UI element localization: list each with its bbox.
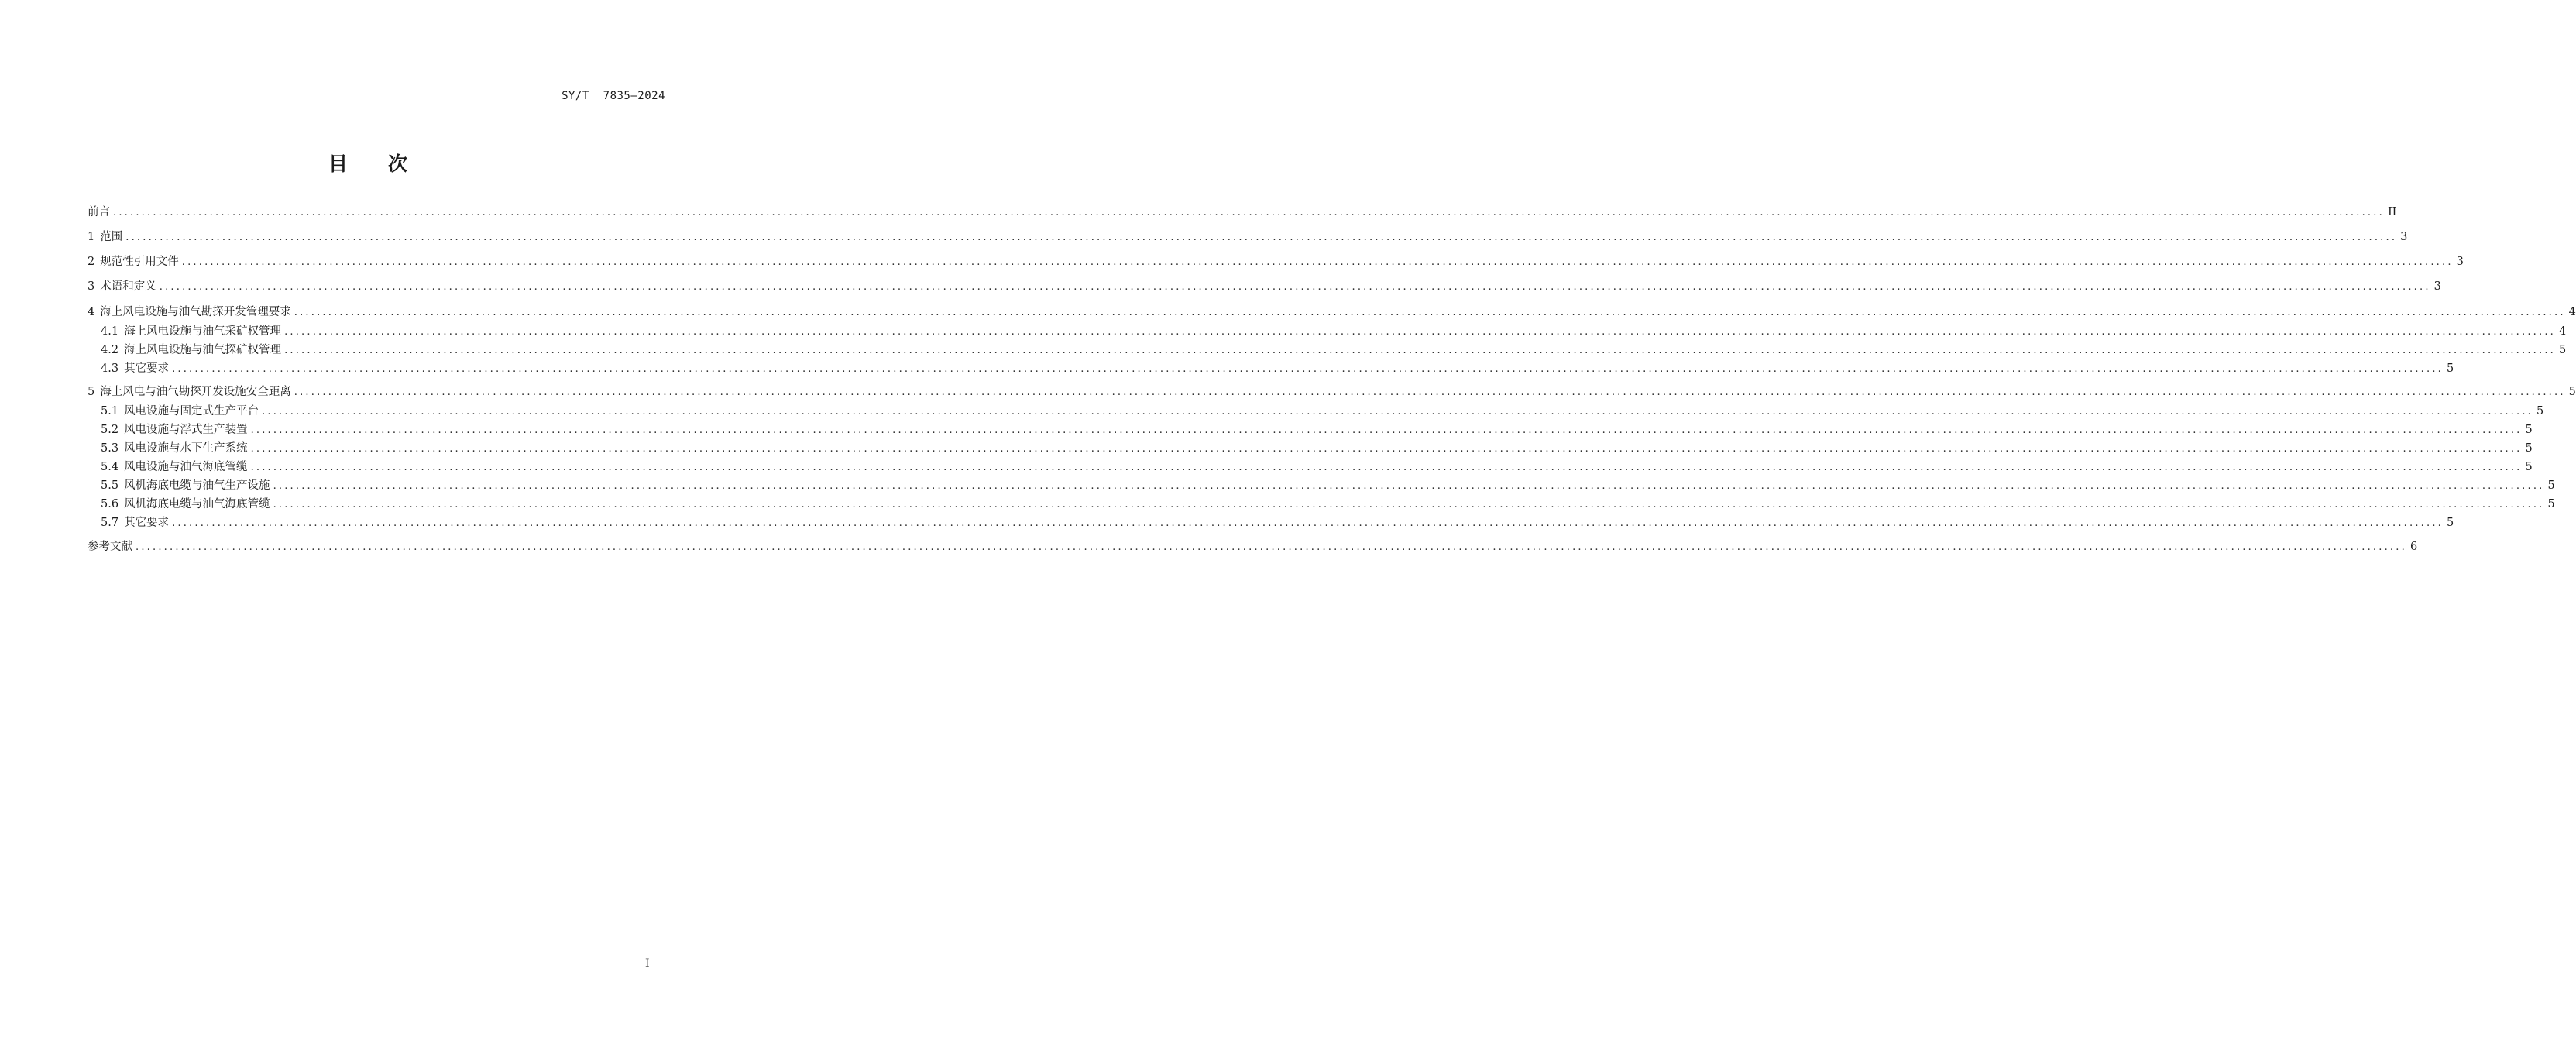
toc-leader-dots: ................................................................................................................................................................................................................................................................................................................................................................................................................ (250, 443, 2523, 455)
toc-leader-dots: ................................................................................................................................................................................................................................................................................................................................................................................................................ (113, 207, 2385, 218)
toc-leader-dots: ................................................................................................................................................................................................................................................................................................................................................................................................................ (262, 406, 2533, 417)
toc-entry-number: 4 (88, 306, 95, 318)
toc-leader-dots: ................................................................................................................................................................................................................................................................................................................................................................................................................ (159, 281, 2431, 293)
toc-entry-text: 其它要求 (124, 362, 170, 375)
toc-entry-number: 1 (88, 231, 95, 243)
toc-entry-label (101, 477, 273, 494)
toc-entry[interactable] (101, 342, 2567, 359)
toc-entry-label (101, 360, 172, 377)
toc-leader-dots: ................................................................................................................................................................................................................................................................................................................................................................................................................ (294, 387, 2566, 398)
toc-entry-label (101, 323, 284, 340)
toc-entry-page: 5 (2525, 461, 2533, 473)
toc-entry-number: 5.3 (101, 442, 119, 455)
toc-entry-text: 参考文献 (88, 541, 132, 553)
toc-entry-label (101, 440, 251, 457)
toc-entry-text: 风电设施与浮式生产装置 (124, 424, 248, 436)
toc-entry[interactable] (88, 304, 2576, 321)
toc-entry-text: 风电设施与油气海底管缆 (124, 461, 248, 473)
toc-entry[interactable] (101, 323, 2567, 340)
toc-entry-text: 风机海底电缆与油气海底管缆 (124, 498, 270, 510)
toc-entry-label (88, 538, 136, 555)
toc-entry-page: 5 (2568, 386, 2576, 398)
toc-entry-page: 5 (2447, 517, 2454, 529)
toc-entry-text: 风机海底电缆与油气生产设施 (124, 479, 270, 492)
toc-entry[interactable] (101, 496, 2555, 513)
toc-entry-page: 6 (2409, 541, 2418, 553)
toc-entry-number: 5.4 (101, 461, 119, 473)
toc-entry-text: 术语和定义 (100, 280, 156, 293)
toc-entry-label (101, 459, 251, 476)
toc-entry-text: 风电设施与固定式生产平台 (124, 405, 259, 417)
toc-entry[interactable] (101, 403, 2544, 420)
toc-entry-text: 范围 (100, 231, 123, 243)
toc-title: 目次 (328, 153, 448, 175)
toc-entry-number: 4.2 (101, 344, 119, 356)
toc-entry-number: 5.6 (101, 498, 119, 510)
toc-leader-dots: ................................................................................................................................................................................................................................................................................................................................................................................................................ (273, 480, 2545, 492)
toc-entry-label (88, 228, 125, 246)
table-of-contents (88, 0, 2576, 1041)
toc-entry-number: 5.5 (101, 479, 119, 492)
toc-entry-label (88, 304, 294, 321)
toc-entry-label (101, 514, 172, 531)
toc-entry-label (88, 253, 182, 270)
toc-entry-label (101, 403, 262, 420)
toc-leader-dots: ................................................................................................................................................................................................................................................................................................................................................................................................................ (273, 499, 2545, 510)
toc-entry-page: 5 (2547, 498, 2555, 510)
toc-entry-label (101, 342, 284, 359)
toc-entry-page: 5 (2559, 344, 2567, 356)
toc-entry-text: 海上风电设施与油气探矿权管理 (124, 344, 282, 356)
toc-entry-page: 5 (2547, 479, 2555, 492)
toc-entry-number: 3 (88, 280, 95, 293)
toc-entry-number: 5 (88, 386, 95, 398)
toc-entry-number: 5.1 (101, 405, 119, 417)
toc-entry-page: 5 (2525, 442, 2533, 455)
toc-entry-text: 海上风电与油气勘探开发设施安全距离 (100, 386, 291, 398)
toc-leader-dots: ................................................................................................................................................................................................................................................................................................................................................................................................................ (172, 517, 2444, 529)
toc-entry[interactable] (101, 514, 2454, 531)
toc-entry-label (88, 383, 294, 400)
toc-leader-dots: ................................................................................................................................................................................................................................................................................................................................................................................................................ (250, 462, 2523, 473)
page-number: I (645, 957, 650, 970)
toc-entry-page: 5 (2447, 362, 2454, 375)
toc-entry[interactable] (101, 360, 2454, 377)
toc-entry[interactable] (88, 228, 2408, 246)
toc-entry-page: 5 (2525, 424, 2533, 436)
toc-leader-dots: ................................................................................................................................................................................................................................................................................................................................................................................................................ (284, 326, 2556, 338)
toc-entry-number: 5.7 (101, 517, 119, 529)
toc-entry[interactable] (88, 204, 2397, 221)
toc-entry-label (88, 278, 160, 295)
toc-leader-dots: ................................................................................................................................................................................................................................................................................................................................................................................................................ (284, 345, 2556, 356)
toc-entry-text: 其它要求 (124, 517, 170, 529)
toc-entry[interactable] (88, 538, 2418, 555)
toc-entry-page: 3 (2400, 231, 2408, 243)
toc-entry[interactable] (88, 383, 2576, 400)
toc-entry[interactable] (101, 440, 2533, 457)
toc-entry-page: 4 (2559, 325, 2567, 338)
toc-leader-dots: ................................................................................................................................................................................................................................................................................................................................................................................................................ (136, 541, 2407, 553)
toc-entry-text: 规范性引用文件 (100, 256, 179, 268)
toc-entry-page: II (2387, 206, 2397, 218)
toc-entry[interactable] (101, 421, 2533, 438)
toc-entry-number: 5.2 (101, 424, 119, 436)
toc-entry-text: 海上风电设施与油气勘探开发管理要求 (100, 306, 291, 318)
toc-entry-label (101, 421, 251, 438)
toc-entry-page: 4 (2568, 306, 2576, 318)
toc-entry[interactable] (88, 278, 2441, 295)
toc-entry-label (88, 204, 113, 221)
toc-entry[interactable] (101, 459, 2533, 476)
toc-entry-text: 前言 (88, 206, 110, 218)
toc-entry[interactable] (101, 477, 2555, 494)
toc-entry-number: 4.1 (101, 325, 119, 338)
toc-leader-dots: ................................................................................................................................................................................................................................................................................................................................................................................................................ (250, 424, 2523, 436)
toc-entry-page: 3 (2456, 256, 2464, 268)
toc-leader-dots: ................................................................................................................................................................................................................................................................................................................................................................................................................ (181, 256, 2454, 268)
toc-entry-label (101, 496, 273, 513)
toc-entry[interactable] (88, 253, 2464, 270)
toc-entry-page: 5 (2537, 405, 2544, 417)
toc-entry-number: 2 (88, 256, 95, 268)
toc-entry-page: 3 (2433, 280, 2441, 293)
toc-entry-text: 海上风电设施与油气采矿权管理 (124, 325, 282, 338)
toc-entry-text: 风电设施与水下生产系统 (124, 442, 248, 455)
toc-leader-dots: ................................................................................................................................................................................................................................................................................................................................................................................................................ (125, 232, 2398, 243)
toc-entry-number: 4.3 (101, 362, 119, 375)
toc-leader-dots: ................................................................................................................................................................................................................................................................................................................................................................................................................ (172, 363, 2444, 375)
document-code: SY/T 7835—2024 (562, 90, 665, 102)
toc-leader-dots: ................................................................................................................................................................................................................................................................................................................................................................................................................ (294, 307, 2566, 318)
